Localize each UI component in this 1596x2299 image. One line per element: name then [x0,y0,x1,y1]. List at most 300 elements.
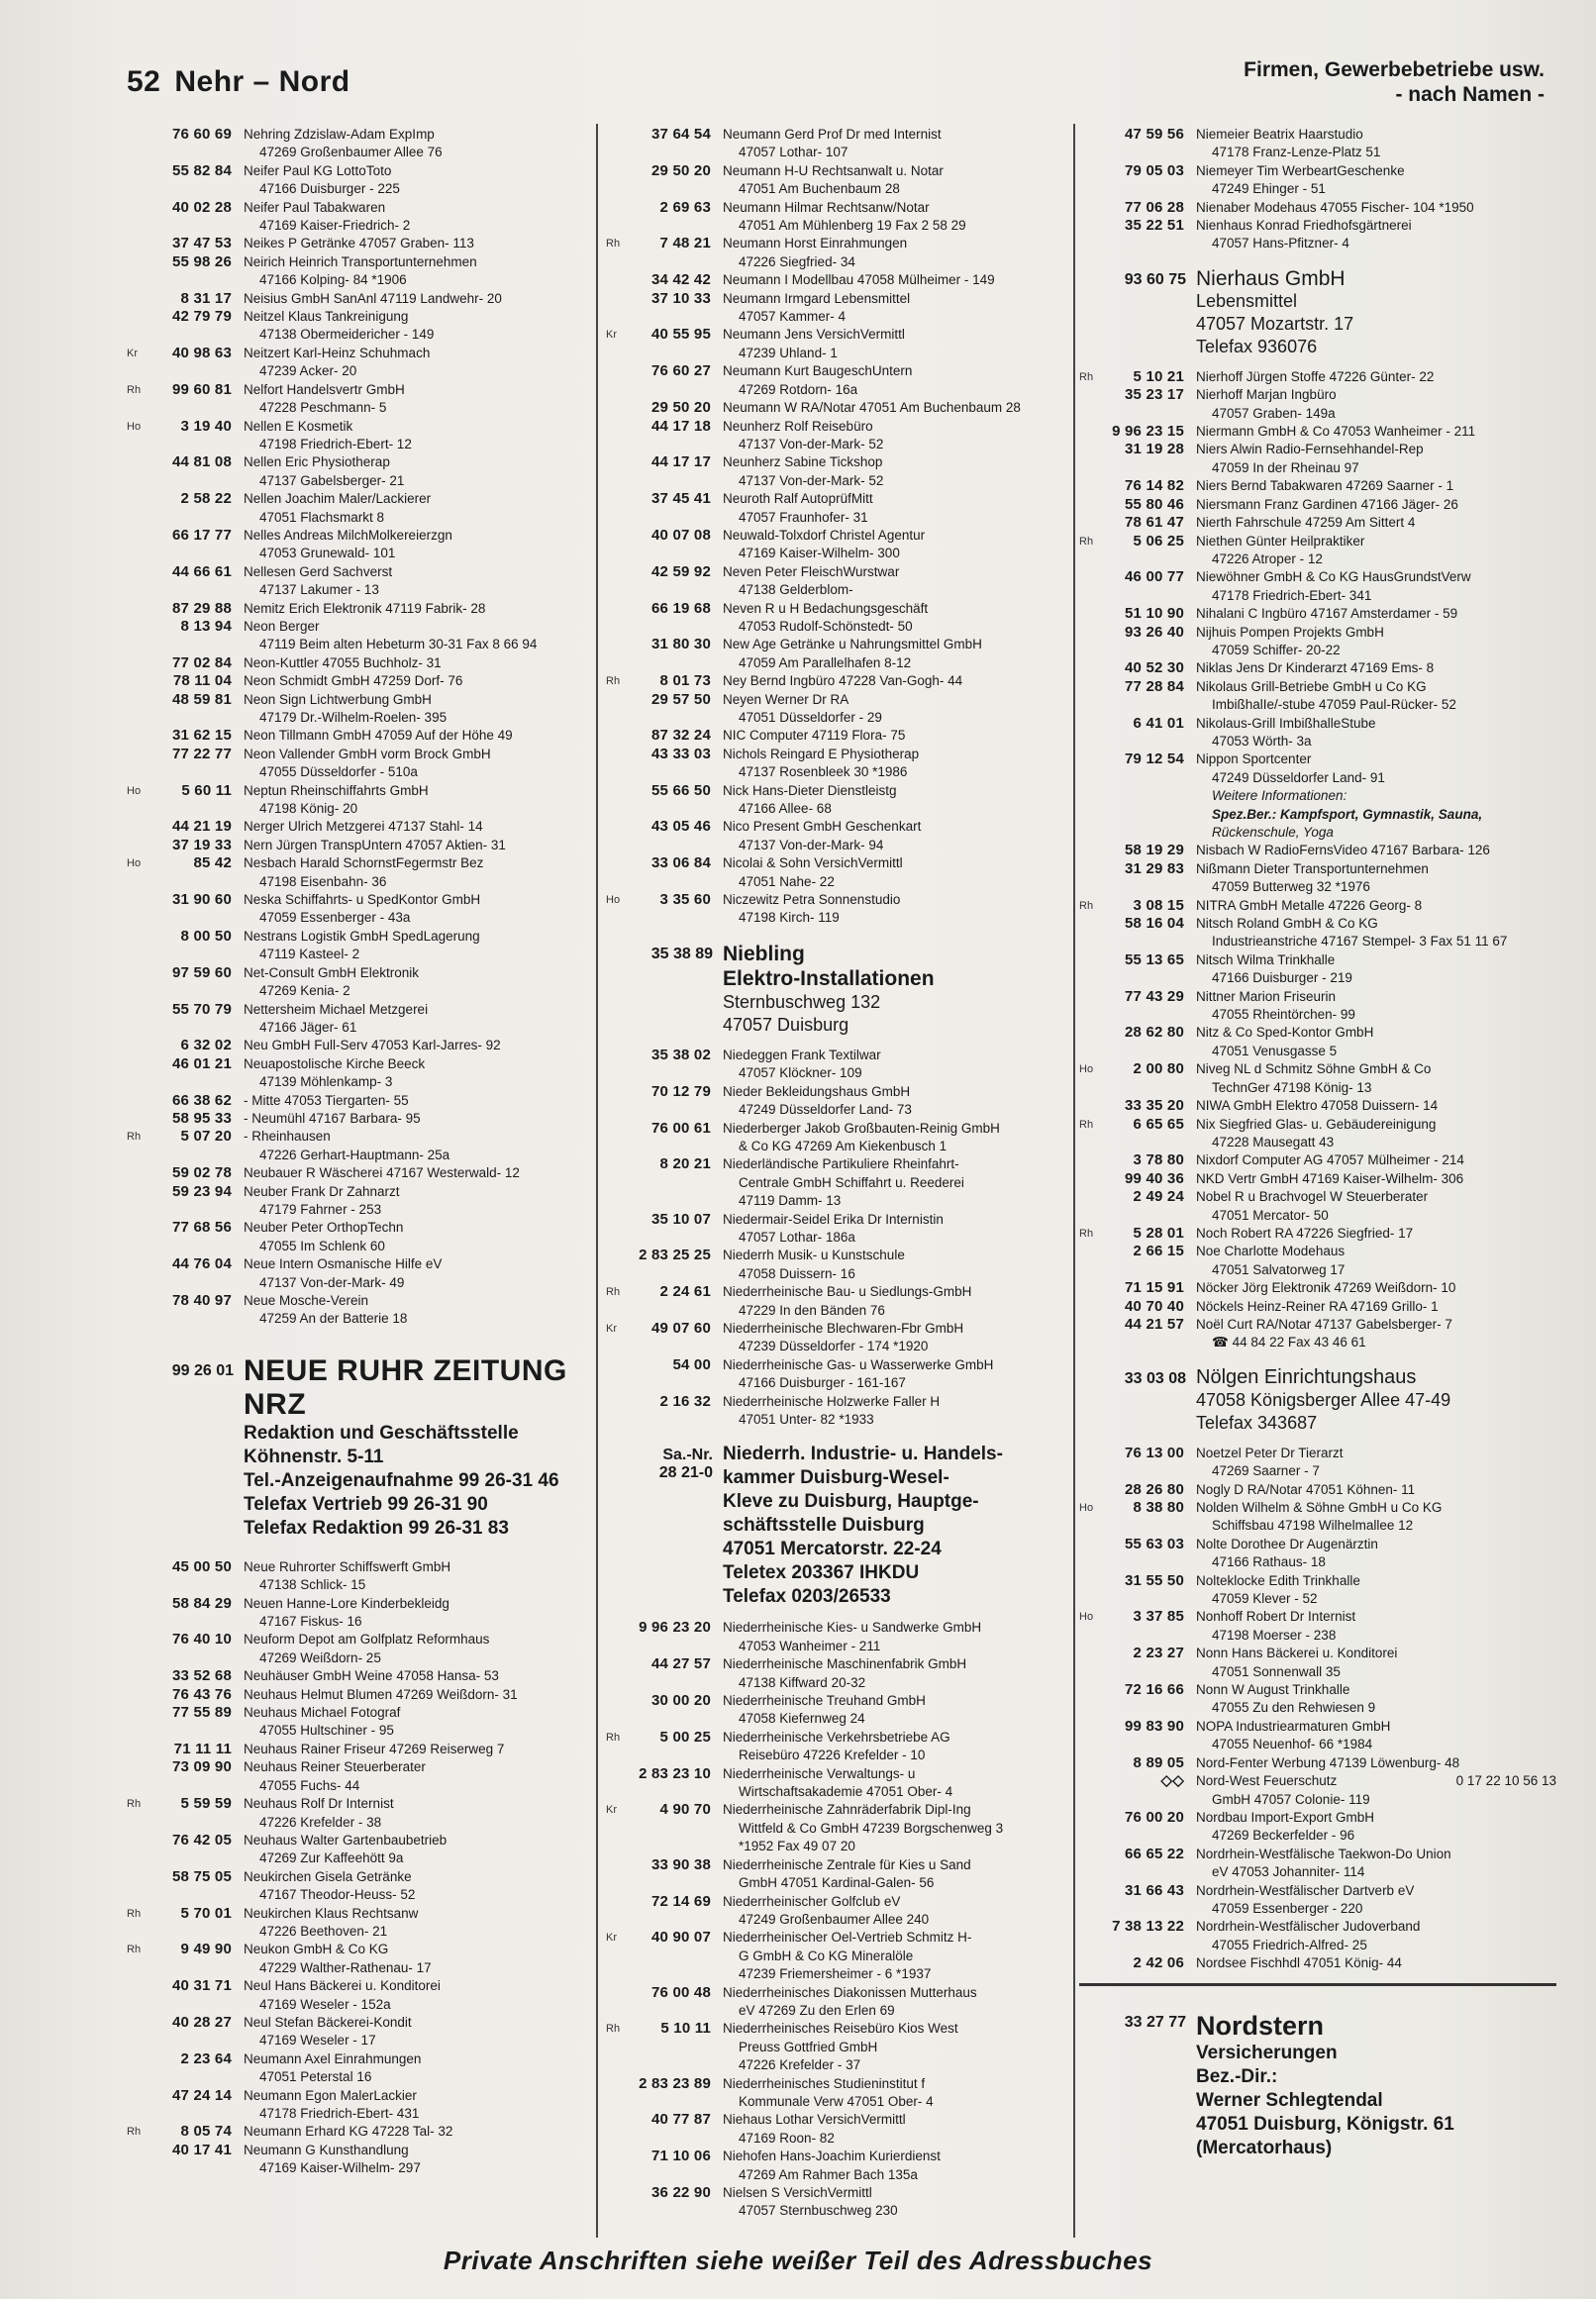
district-code [606,2111,636,2148]
district-code [606,2075,636,2112]
directory-entry [127,1631,584,1667]
directory-entry [606,2111,1063,2148]
directory-entry [1079,1882,1556,1919]
entry-phone: 54 00 [672,1355,711,1373]
entry-text [723,1356,1063,1393]
entry-name: Neumann H-U Rechtsanwalt u. Notar [723,162,944,178]
directory-entry [606,527,1063,563]
entry-name: Nieder Bekleidungshaus GmbH [723,1083,911,1099]
district-code [1079,514,1109,532]
entry-address: 47059 Am Parallelhafen 8-12 [739,654,912,670]
entry-address: 47119 Beim alten Hebeturm 30-31 Fax 8 66 94 [259,637,538,652]
entry-phone: 5 10 21 [1133,367,1184,385]
entry-phone: 55 82 84 [172,161,232,179]
advert-line: Telefax 343687 [1196,1412,1318,1433]
entry-address: *1952 Fax 49 07 20 [739,1839,855,1854]
entry-text [723,162,1063,199]
entry-address: eV 47269 Zu den Erlen 69 [739,2002,895,2018]
district-code [127,746,156,782]
entry-name: Neumann Axel Einrahmungen [244,2050,422,2066]
entry-text [244,527,584,563]
entry-phone: 76 60 69 [172,126,232,143]
entry-address: 47057 Lothar- 107 [739,145,848,160]
entry-name: Niethen Günter Heilpraktiker [1196,533,1365,549]
entry-address: 47269 Am Rahmer Bach 135a [739,2166,918,2182]
entry-phone: 55 98 26 [172,252,232,270]
entry-name: - Neumühl 47167 Barbara- 95 [244,1110,421,1126]
district-code: Ho [127,784,142,797]
entry-name: Neumann Irmgard Lebensmittel [723,290,911,306]
entry-name: Neukirchen Gisela Getränke [244,1868,412,1884]
entry-phone: 55 66 50 [651,781,711,799]
entry-address: 47249 Großenbaumer Allee 240 [739,1911,930,1927]
directory-entry [127,1183,584,1220]
district-code [1079,386,1109,423]
entry-phone: 5 60 11 [181,781,232,799]
entry-name: Nern Jürgen TranspUntern 47057 Aktien- 31 [244,837,506,852]
entry-name: NITRA GmbH Metalle 47226 Georg- 8 [1196,897,1423,913]
entry-phone: 2 23 27 [1133,1645,1184,1662]
entry-name: Niederrheinischer Oel-Vertrieb Schmitz H- [723,1930,972,1946]
directory-entry [1079,386,1556,423]
directory-entry [127,308,584,345]
entry-text [1196,162,1556,199]
directory-entry [1079,126,1556,162]
directory-entry [1079,1024,1556,1060]
entry-extra-info: Rückenschule, Yoga [1212,825,1334,840]
directory-entry [606,162,1063,199]
entry-address: 47137 Gabelsberger- 21 [259,472,405,488]
entry-name: Niederrheinische Gas- u Wasserwerke GmbH [723,1356,994,1372]
advert-line: 47058 Königsberger Allee 47-49 [1196,1389,1451,1410]
directory-entry [127,1704,584,1741]
entry-address: 47055 Friedrich-Alfred- 25 [1212,1937,1367,1952]
entry-name: Neumann W RA/Notar 47051 Am Buchenbaum 28 [723,400,1021,416]
directory-entry [1079,1116,1556,1152]
entry-name: Nierhoff Jürgen Stoffe 47226 Günter- 22 [1196,368,1435,384]
entry-name: Nordsee Fischhdl 47051 König- 44 [1196,1955,1402,1971]
district-code [127,1868,156,1905]
entry-text [244,308,584,345]
entry-text [244,654,584,672]
entry-phone: 9 96 23 15 [1112,423,1184,441]
directory-entry [1079,988,1556,1025]
entry-phone: 58 75 05 [172,1867,232,1885]
entry-phone: 2 69 63 [659,198,711,216]
directory-entry [127,1110,584,1128]
district-code [1079,715,1109,751]
directory-entry [1079,750,1556,842]
entry-phone: 78 40 97 [172,1292,232,1309]
district-code [1079,1298,1109,1316]
entry-address: 47239 Acker- 20 [259,363,357,379]
entry-phone: 31 29 83 [1125,859,1184,877]
entry-phone: 2 83 23 10 [639,1764,711,1782]
entry-name: Nick Hans-Dieter Dienstleistg [723,782,897,798]
entry-text [723,199,1063,236]
entry-address: 47269 Rotdorn- 16a [739,381,858,397]
entry-name: Neumann Hilmar Rechtsanw/Notar [723,199,930,215]
entry-phone: 44 21 57 [1125,1315,1184,1333]
directory-entry [127,1128,584,1164]
entry-address: 47055 Düsseldorfer - 510a [259,764,418,780]
entry-address: 47239 Uhland- 1 [739,345,838,360]
entry-name: Niedermair-Seidel Erika Dr Internistin [723,1211,944,1227]
entry-address: 47057 Hans-Pfitzner- 4 [1212,236,1349,251]
district-code [606,418,636,454]
entry-phone: 78 61 47 [1125,514,1184,532]
directory-entry [127,527,584,563]
directory-entry [1079,1918,1556,1954]
entry-address: 47166 Duisburger - 219 [1212,970,1352,986]
entry-address: 47057 Graben- 149a [1212,405,1336,421]
entry-name: Neuform Depot am Golfplatz Reformhaus [244,1632,490,1648]
entry-phone: 40 55 95 [651,326,711,344]
entry-phone: 77 68 56 [172,1219,232,1237]
entry-name: Niederrh Musik- u Kunstschule [723,1248,905,1263]
entry-phone: 4 90 70 [659,1801,711,1819]
entry-text [1196,1116,1556,1152]
entry-text [723,1393,1063,1430]
entry-name: Niermann GmbH & Co 47053 Wanheimer - 211 [1196,424,1476,440]
entry-phone: 5 00 25 [659,1728,711,1746]
directory-entry [606,1856,1063,1893]
entry-name: Noe Charlotte Modehaus [1196,1244,1346,1259]
entry-address: 47137 Von-der-Mark- 52 [739,436,884,451]
entry-text [244,1092,584,1110]
entry-text [1196,1481,1556,1499]
entry-text [1196,1151,1556,1169]
district-code [127,654,156,672]
directory-entry [1079,659,1556,677]
district-code [1079,1572,1109,1609]
entry-name: Niederrheinische Verwaltungs- u [723,1765,916,1781]
directory-entry [1079,842,1556,859]
entry-text [723,453,1063,490]
entry-address: 47198 König- 20 [259,801,358,817]
directory-entry [606,271,1063,289]
entry-name: Niederrheinisches Studieninstitut f [723,2075,926,2091]
entry-phone: 3 35 60 [659,891,711,909]
entry-name: Neuroth Ralf AutoprüfMitt [723,491,873,507]
entry-text [1196,1445,1556,1481]
directory-entry [606,490,1063,527]
district-code [127,1092,156,1110]
entry-phone: 5 10 11 [660,2020,711,2038]
entry-phone: 55 13 65 [1125,950,1184,968]
entry-name: Nemitz Erich Elektronik 47119 Fabrik- 28 [244,600,486,616]
column-divider [1073,124,1075,2238]
entry-text [723,490,1063,527]
entry-text [1196,1225,1556,1243]
entry-name: Niederrheinische Zahnräderfabrik Dipl-Ing [723,1802,971,1818]
entry-phone: 66 38 62 [172,1091,232,1109]
entry-name: Neubauer R Wäscherei 47167 Westerwald- 12 [244,1165,520,1181]
entry-text [244,345,584,381]
entry-text [244,727,584,745]
entry-name: Niederberger Jakob Großbauten-Reinig GmbH [723,1120,1000,1136]
district-code [1079,659,1109,677]
entry-text [1196,915,1556,951]
directory-entry [1079,199,1556,217]
entry-address: 47226 Atroper - 12 [1212,550,1323,566]
entry-name: Niewöhner GmbH & Co KG HausGrundstVerw [1196,569,1471,585]
entry-phone: 42 59 92 [651,562,711,580]
entry-address: 47269 Beckerfelder - 96 [1212,1828,1355,1844]
entry-text [723,2020,1063,2074]
entry-phone: 3 08 15 [1133,896,1184,914]
entry-name: Neisius GmbH SanAnl 47119 Landwehr- 20 [244,290,502,306]
directory-entry [1079,715,1556,751]
entry-name: Nordrhein-Westfälische Taekwon-Do Union [1196,1846,1451,1861]
directory-entry [1079,678,1556,715]
advert-line: schäftsstelle Duisburg [723,1515,925,1537]
entry-name: Neon Berger [244,618,320,634]
entry-name: Neifer Paul Tabakwaren [244,199,386,215]
directory-entry [1079,1846,1556,1882]
column-1 [127,126,584,2178]
nierhaus-advert [1079,267,1556,358]
entry-address: 47269 Kenia- 2 [259,983,350,999]
entry-phone: 40 17 41 [172,2141,232,2158]
entry-text [244,162,584,199]
entry-phone: 34 42 42 [651,271,711,289]
entry-text [244,1037,584,1054]
entry-text [244,381,584,418]
district-code [1079,441,1109,477]
directory-entry [606,326,1063,362]
directory-entry [127,1868,584,1905]
entry-address: ☎ 44 84 22 Fax 43 46 61 [1212,1335,1366,1350]
entry-name: Nichols Reingard E Physiotherap [723,746,920,761]
district-code [1079,1188,1109,1225]
entry-phone: 71 10 06 [651,2148,711,2165]
advert-line: Telefax 0203/26533 [723,1586,891,1608]
directory-entry [1079,1298,1556,1316]
district-code [1079,915,1109,951]
entry-address: 47051 Am Buchenbaum 28 [739,181,900,197]
entry-address: 47226 Siegfried- 34 [739,253,855,269]
entry-phone: 44 76 04 [172,1255,232,1273]
entry-text [244,1292,584,1329]
directory-entry [127,891,584,928]
entry-phone: 59 23 94 [172,1182,232,1200]
entry-phone: 97 59 60 [172,963,232,981]
entry-text [244,2014,584,2050]
district-code [127,563,156,600]
entry-address: 47051 Venusgasse 5 [1212,1043,1338,1058]
district-code: Rh [127,1944,142,1956]
directory-entry [127,782,584,819]
directory-entry [606,1765,1063,1802]
entry-text [244,1001,584,1038]
entry-address: 47055 Im Schlenk 60 [259,1238,385,1253]
entry-name: Neue Mosche-Verein [244,1293,369,1308]
district-code: Rh [606,1731,621,1744]
entry-address: 47059 Schiffer- 20-22 [1212,642,1341,657]
entry-text [723,1120,1063,1156]
entry-text [244,453,584,490]
entry-phone: 33 90 38 [651,1855,711,1873]
district-code [606,1155,636,1210]
directory-entry [127,1255,584,1292]
entry-address: Schiffsbau 47198 Wilhelmallee 12 [1212,1518,1414,1534]
entry-name: Nippon Sportcenter [1196,751,1312,767]
entry-name: Neue Ruhrorter Schiffswerft GmbH [244,1558,451,1574]
directory-entry [606,691,1063,728]
entry-address: 47057 Sternbuschweg 230 [739,2203,898,2219]
entry-text [723,1320,1063,1356]
district-code [606,1856,636,1893]
entry-name: Niederländische Partikuliere Rheinfahrt- [723,1156,959,1172]
entry-address: 47137 Von-der-Mark- 94 [739,837,884,852]
district-code [127,618,156,654]
directory-entry [127,199,584,236]
directory-entry [606,235,1063,271]
entry-name: Nienhaus Konrad Friedhofsgärtnerei [1196,218,1412,234]
entry-address: 47169 Kaiser-Friedrich- 2 [259,218,411,234]
entry-name: Nord-West Feuerschutz [1196,1773,1338,1789]
entry-phone: 42 79 79 [172,308,232,326]
entry-phone: 99 40 36 [1125,1169,1184,1187]
directory-entry [1079,1645,1556,1681]
entry-phone: 40 02 28 [172,198,232,216]
entry-text [723,399,1063,417]
entry-phone: 46 00 77 [1125,568,1184,586]
district-code [1079,1024,1109,1060]
directory-entry [1079,1572,1556,1609]
advert-name: Nordstern [1196,2010,1325,2041]
entry-phone: 58 84 29 [172,1594,232,1612]
entry-name: Neon Schmidt GmbH 47259 Dorf- 76 [244,673,463,689]
directory-entry [127,1037,584,1054]
entry-phone: 2 00 80 [1133,1060,1184,1078]
entry-text [244,818,584,836]
entry-phone: 5 59 59 [180,1795,232,1813]
entry-name: Niederrheinischer Golfclub eV [723,1893,901,1909]
entry-phone: 66 19 68 [651,599,711,617]
entry-text [723,782,1063,819]
district-code [1079,496,1109,514]
entry-text [723,1155,1063,1210]
advert-line: kammer Duisburg-Wesel- [723,1467,949,1489]
district-code [1079,605,1109,623]
entry-name: Nikolaus Grill-Betriebe GmbH u Co KG [1196,678,1427,694]
entry-phone: 37 47 53 [172,235,232,252]
district-code [1079,988,1109,1025]
district-code [1079,1681,1109,1718]
directory-entry [127,490,584,527]
entry-text [244,1832,584,1868]
directory-entry [1079,162,1556,199]
directory-entry [127,837,584,854]
entry-name: Nierhoff Marjan Ingbüro [1196,387,1337,403]
district-code [127,691,156,728]
entry-text [244,2050,584,2087]
entry-phone: 99 60 81 [172,380,232,398]
advert-line: Versicherungen [1196,2042,1338,2063]
district-code [606,1211,636,1248]
directory-entry [127,1001,584,1038]
directory-entry [1079,1188,1556,1225]
entry-phone: 9 49 90 [180,1941,232,1958]
entry-name: Neuen Hanne-Lore Kinderbekleidg [244,1595,449,1611]
entry-address: 47055 Fuchs- 44 [259,1777,360,1793]
entry-text [244,618,584,654]
entry-phone: 40 90 07 [651,1929,711,1947]
advert-line: Redaktion und Geschäftsstelle [244,1422,519,1444]
entry-name: Neon Sign Lichtwerbung GmbH [244,691,432,707]
entry-address: 47198 Kirch- 119 [739,910,840,926]
entry-phone: 45 00 50 [172,1557,232,1575]
entry-phone: 29 50 20 [651,399,711,417]
entry-address: 47059 Butterweg 32 *1976 [1212,879,1370,895]
directory-entry [606,1929,1063,1983]
advert-line: 47057 Duisburg [723,1014,849,1035]
entry-name: Niederrheinische Treuhand GmbH [723,1693,926,1709]
directory-entry [1079,1097,1556,1115]
directory-entry [606,1619,1063,1655]
entry-name: Neumann Gerd Prof Dr med Internist [723,127,942,142]
entry-address: 47167 Theodor-Heuss- 52 [259,1887,416,1903]
entry-phone: 33 03 08 [1124,1369,1186,1387]
entry-text [244,746,584,782]
directory-entry [606,1320,1063,1356]
district-code: Ho [1079,1611,1094,1624]
entry-name: Neumann Egon MalerLackier [244,2087,417,2103]
entry-phone: 40 07 08 [651,526,711,544]
directory-entry [127,290,584,308]
entry-phone: 28 26 80 [1125,1480,1184,1498]
entry-text [723,891,1063,928]
entry-address: 47198 Friedrich-Ebert- 12 [259,436,412,451]
district-code [1079,217,1109,253]
district-code [606,818,636,854]
entry-text [723,362,1063,399]
district-code [1079,568,1109,605]
district-code [606,1619,636,1655]
entry-text [1196,988,1556,1025]
directory-entry [1079,1536,1556,1572]
entry-address: 47249 Düsseldorfer Land- 91 [1212,769,1385,785]
entry-name: Nöckels Heinz-Reiner RA 47169 Grillo- 1 [1196,1298,1439,1314]
entry-name: Nixdorf Computer AG 47057 Mülheimer - 214 [1196,1152,1464,1168]
entry-phone: 2 49 24 [1133,1188,1184,1206]
directory-entry [127,2050,584,2087]
district-code [1079,1645,1109,1681]
entry-text [1196,199,1556,217]
entry-address: 47051 Mercator- 50 [1212,1207,1329,1223]
entry-text [244,1055,584,1092]
nordstern-advert [1079,2010,1556,2160]
entry-text [723,1047,1063,1083]
entry-phone: 40 31 71 [172,1977,232,1995]
entry-phone: 37 45 41 [651,490,711,508]
entry-phone: 55 80 46 [1125,495,1184,513]
entry-text [1196,605,1556,623]
directory-entry [127,691,584,728]
entry-name: Nesbach Harald SchornstFegermstr Bez [244,855,484,871]
district-code [1079,1882,1109,1919]
district-code: Rh [606,1286,621,1299]
entry-name: Nettersheim Michael Metzgerei [244,1001,429,1017]
entry-text [244,290,584,308]
entry-phone: 8 31 17 [180,289,232,307]
directory-entry [606,1211,1063,1248]
directory-entry [127,1164,584,1182]
entry-address: 47053 Grunewald- 101 [259,546,396,561]
entry-text [1196,678,1556,715]
